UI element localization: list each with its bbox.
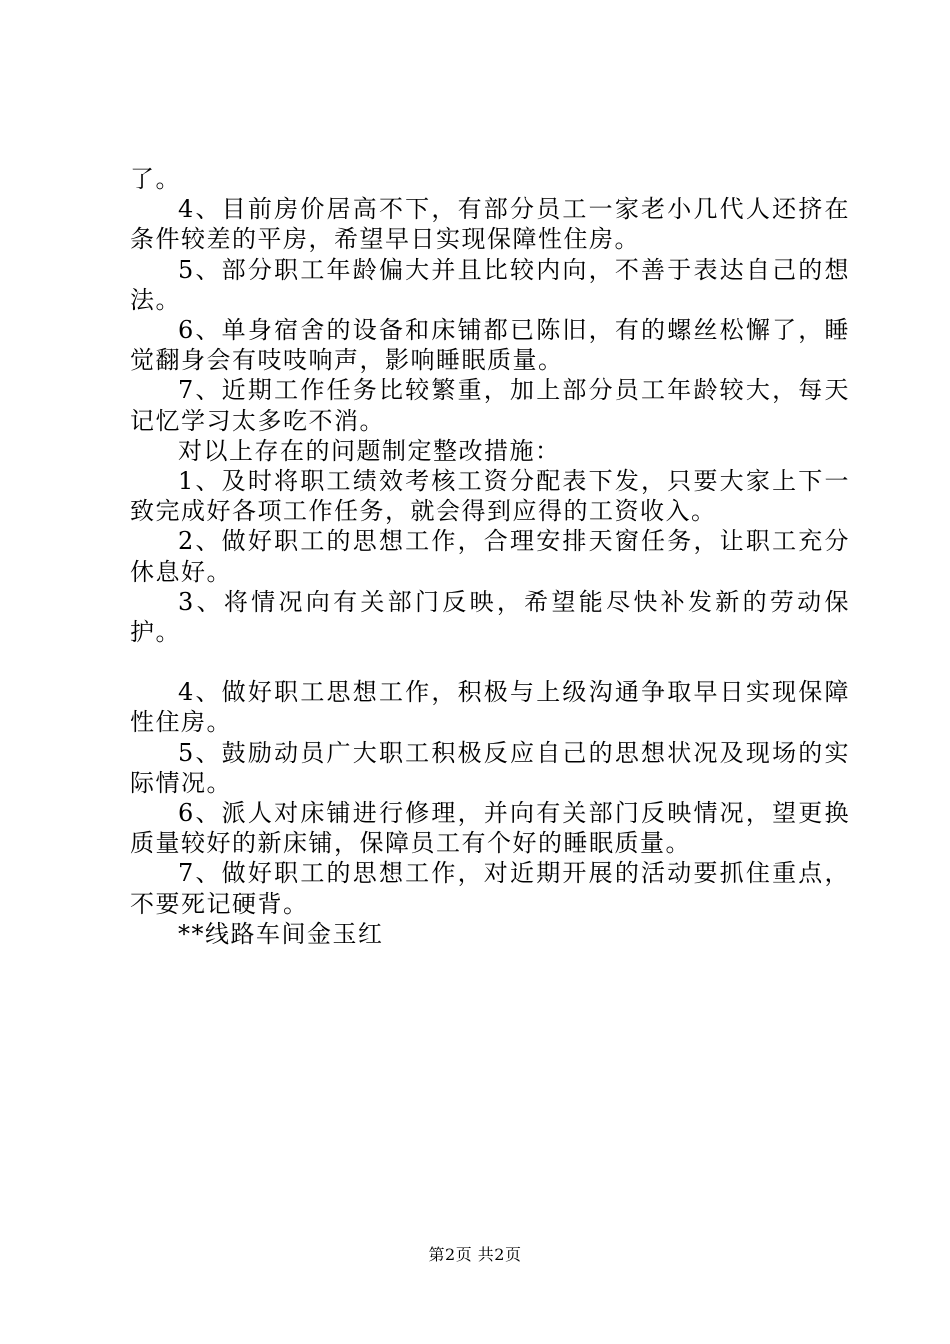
paragraph-measure-5: 5、鼓励动员广大职工积极反应自己的思想状况及现场的实际情况。 <box>130 738 850 797</box>
paragraph-measures-intro: 对以上存在的问题制定整改措施： <box>178 436 561 465</box>
paragraph-measure-3: 3、将情况向有关部门反映，希望能尽快补发新的劳动保护。 <box>130 587 850 647</box>
paragraph-continuation: 了。 <box>130 165 181 193</box>
paragraph-measure-1: 1、及时将职工绩效考核工资分配表下发，只要大家上下一致完成好各项工作任务，就会得到应得的工资收入。 <box>130 467 850 526</box>
paragraph-spacer <box>130 647 850 677</box>
paragraph-measure-4: 4、做好职工思想工作，积极与上级沟通争取早日实现保障性住房。 <box>130 678 850 737</box>
paragraph-measure-6: 6、派人对床铺进行修理，并向有关部门反映情况，望更换质量较好的新床铺，保障员工有个好的睡眠质量。 <box>130 799 850 858</box>
paragraph-issue-4: 4、目前房价居高不下，有部分员工一家老小几代人还挤在条件较差的平房，希望早日实现保障性住房。 <box>130 195 850 254</box>
paragraph-issue-7: 7、近期工作任务比较繁重，加上部分员工年龄较大，每天记忆学习太多吃不消。 <box>130 376 850 435</box>
page-footer <box>0 1245 950 1265</box>
paragraph-issue-5: 5、部分职工年龄偏大并且比较内向，不善于表达自己的想法。 <box>130 255 850 314</box>
document-body <box>130 164 850 949</box>
paragraph-measure-7: 7、做好职工的思想工作，对近期开展的活动要抓住重点，不要死记硬背。 <box>130 859 850 918</box>
page-number: 第2页 共2页 <box>428 1245 522 1264</box>
signature-line: **线路车间金玉红 <box>178 919 384 948</box>
paragraph-issue-6: 6、单身宿舍的设备和床铺都已陈旧，有的螺丝松懈了，睡觉翻身会有吱吱响声，影响睡眠质量。 <box>130 316 850 375</box>
paragraph-measure-2: 2、做好职工的思想工作，合理安排天窗任务，让职工充分休息好。 <box>130 527 850 586</box>
